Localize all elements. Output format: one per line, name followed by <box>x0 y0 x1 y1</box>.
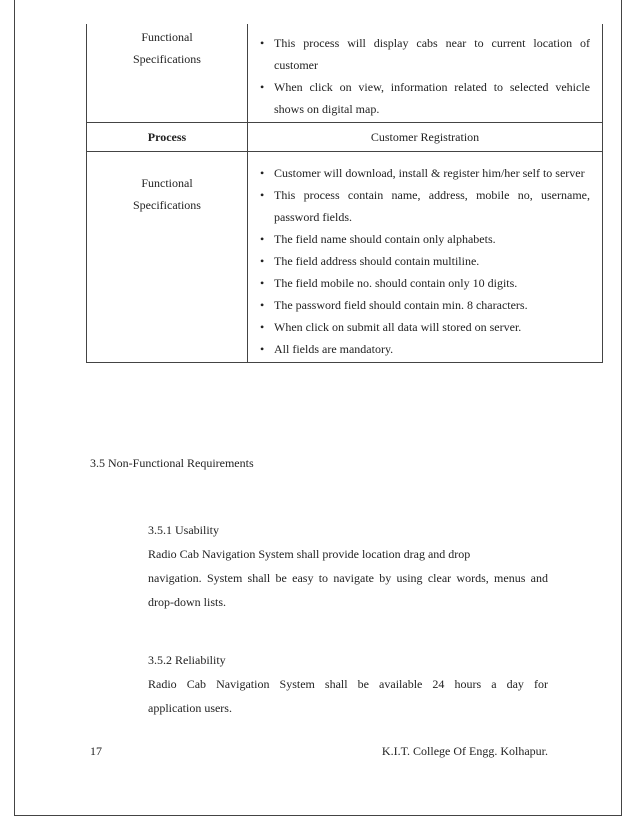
section-heading: 3.5 Non-Functional Requirements <box>90 456 254 470</box>
paragraph-line: Radio Cab Navigation System shall provide location drag and drop <box>148 547 471 561</box>
list-item <box>248 294 602 316</box>
list-item-text: The password field should contain min. 8 characters. <box>274 298 528 312</box>
page-number: 17 <box>90 744 102 758</box>
label-line: Specifications <box>133 52 201 66</box>
table-row <box>87 123 603 152</box>
list-item <box>248 184 602 228</box>
list-item <box>248 250 602 272</box>
table-row <box>87 152 603 363</box>
bullet-icon: • <box>260 232 265 246</box>
bullet-icon: • <box>260 320 265 334</box>
bullet-list <box>248 152 602 362</box>
list-item <box>248 316 602 338</box>
list-item <box>248 76 602 120</box>
list-item-text: Customer will download, install & register him/her self to server <box>274 166 585 180</box>
paragraph-line: drop-down lists. <box>148 595 226 609</box>
list-item-text: All fields are mandatory. <box>274 342 394 356</box>
list-item-text: When click on view, information related to selected vehicle shows on digital map. <box>274 80 590 116</box>
list-item-text: This process contain name, address, mobile no, username, password fields. <box>274 188 590 224</box>
bullets-cell <box>248 24 603 123</box>
list-item <box>248 32 602 76</box>
process-value: Customer Registration <box>248 123 603 152</box>
specification-table <box>86 24 603 363</box>
label-cell <box>87 24 248 123</box>
subsection-heading: 3.5.2 Reliability <box>148 653 226 667</box>
bullet-icon: • <box>260 80 265 94</box>
list-item-text: When click on submit all data will stored on server. <box>274 320 522 334</box>
bullet-icon: • <box>260 298 265 312</box>
label-line: Specifications <box>133 198 201 212</box>
usability-section <box>148 518 548 614</box>
bullet-icon: • <box>260 342 265 356</box>
list-item-text: The field name should contain only alphabets. <box>274 232 496 246</box>
list-item <box>248 162 602 184</box>
bullets-cell <box>248 152 603 363</box>
bullet-icon: • <box>260 276 265 290</box>
table-row <box>87 24 603 123</box>
process-header: Process <box>87 123 248 152</box>
paragraph-line: Radio Cab Navigation System shall be available 24 hours a day for <box>148 677 548 691</box>
paragraph-line: application users. <box>148 701 232 715</box>
bullet-icon: • <box>260 254 265 268</box>
reliability-section <box>148 648 548 720</box>
label-cell <box>87 152 248 363</box>
bullet-icon: • <box>260 166 265 180</box>
label-line: Functional <box>141 176 193 190</box>
paragraph-line: navigation. System shall be easy to navigate by using clear words, menus and <box>148 571 548 585</box>
list-item-text: This process will display cabs near to current location of customer <box>274 36 590 72</box>
bullet-list <box>248 24 602 122</box>
bullet-icon: • <box>260 188 265 202</box>
label-line: Functional <box>141 30 193 44</box>
list-item <box>248 338 602 360</box>
footer-college: K.I.T. College Of Engg. Kolhapur. <box>381 744 548 758</box>
list-item <box>248 272 602 294</box>
list-item <box>248 228 602 250</box>
list-item-text: The field address should contain multiline. <box>274 254 480 268</box>
list-item-text: The field mobile no. should contain only 10 digits. <box>274 276 518 290</box>
bullet-icon: • <box>260 36 265 50</box>
subsection-heading: 3.5.1 Usability <box>148 523 219 537</box>
